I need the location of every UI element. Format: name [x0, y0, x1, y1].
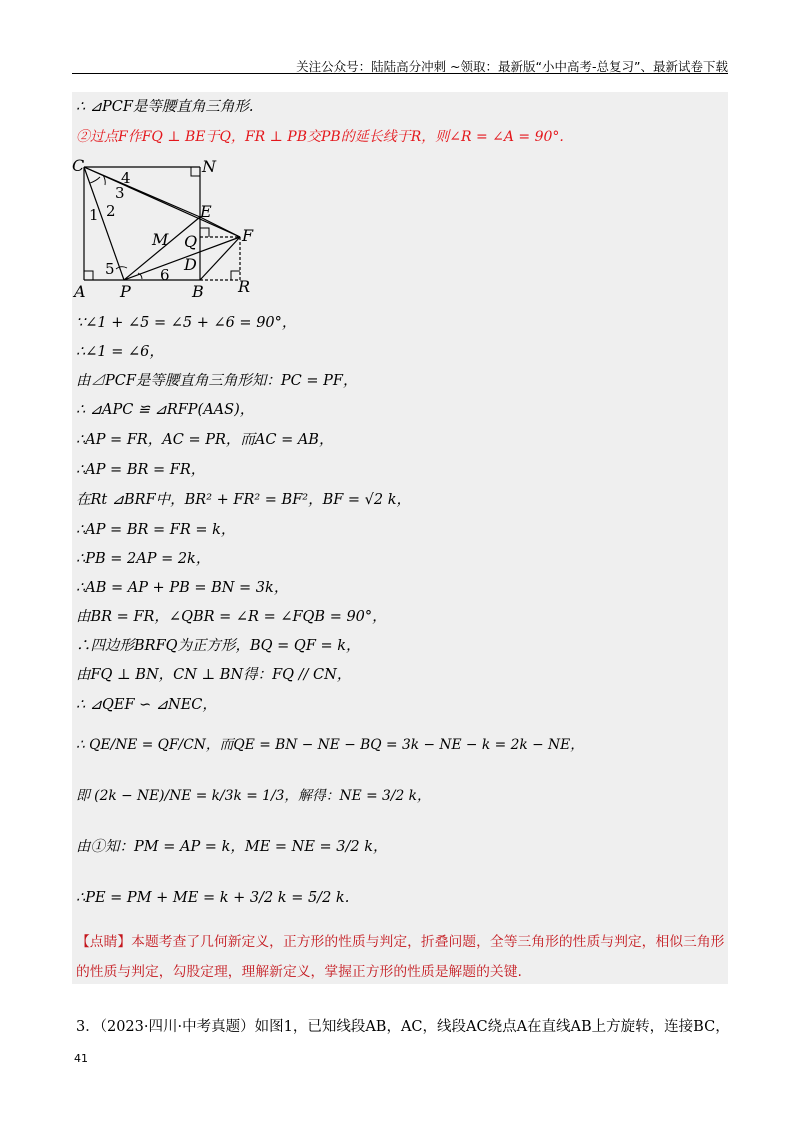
solution-line: ∴PE = PM + ME = k + 3/2 k = 5/2 k.	[76, 890, 350, 906]
point-label-e: E	[200, 202, 212, 221]
solution-line: ∵∠1 + ∠5 = ∠5 + ∠6 = 90°，	[76, 315, 297, 331]
remark-paragraph: 【点睛】本题考查了几何新定义，正方形的性质与判定，折叠问题，全等三角形的性质与判定，相似三角形的性质与判定，勾股定理，理解新定义，掌握正方形的性质是解题的关键.	[76, 934, 725, 980]
solution-line: ∴ ⊿PCF是等腰直角三角形.	[76, 99, 254, 115]
solution-line: 由①知：PM = AP = k，ME = NE = 3/2 k，	[76, 839, 388, 855]
solution-line: ∴ QE/NE = QF/CN，而QE = BN − NE − BQ = 3k − NE − k = 2k − NE，	[76, 737, 584, 753]
solution-line: ∴PB = 2AP = 2k，	[76, 551, 211, 567]
geometry-diagram	[72, 153, 272, 301]
point-label-p: P	[120, 282, 131, 301]
point-label-m: M	[152, 230, 169, 249]
page-number: 41	[74, 1052, 88, 1065]
point-label-r: R	[238, 277, 251, 296]
solution-line: ∴四边形BRFQ为正方形，BQ = QF = k，	[76, 638, 361, 654]
point-label-b: B	[192, 282, 204, 301]
solution-line: ∴∠1 = ∠6，	[76, 344, 164, 360]
angle-label-1: 1	[89, 206, 99, 224]
angle-label-4: 4	[121, 169, 131, 187]
point-label-d: D	[184, 255, 197, 274]
solution-line: 由BR = FR，∠QBR = ∠R = ∠FQB = 90°，	[76, 609, 387, 625]
angle-label-6: 6	[160, 266, 170, 284]
solution-line: ∴ ⊿QEF ∽ ⊿NEC，	[76, 697, 217, 713]
page-header: 关注公众号：陆陆高分冲刺 ~领取：最新版“小中高考-总复习”、最新试卷下载	[296, 59, 728, 74]
angle-label-2: 2	[106, 202, 116, 220]
solution-line: 由⊿PCF是等腰直角三角形知：PC = PF，	[76, 373, 358, 389]
angle-label-3: 3	[115, 184, 125, 202]
point-label-a: A	[74, 282, 86, 301]
point-label-f: F	[242, 226, 254, 245]
geometry-figure	[72, 153, 272, 301]
point-label-n: N	[202, 157, 216, 176]
solution-line: ∴ ⊿APC ≌ ⊿RFP(AAS)，	[76, 402, 255, 418]
solution-line: ∴AB = AP + PB = BN = 3k，	[76, 580, 289, 596]
solution-line: 在Rt ⊿BRF中，BR² + FR² = BF²，BF = √2 k，	[76, 492, 412, 508]
solution-line: 即 (2k − NE)/NE = k/3k = 1/3，解得：NE = 3/2 k，	[76, 788, 431, 804]
point-label-c: C	[72, 156, 85, 175]
solution-line: ∴AP = BR = FR = k，	[76, 522, 236, 538]
solution-line: 由FQ ⊥ BN，CN ⊥ BN得：FQ // CN，	[76, 667, 352, 683]
solution-line: ∴AP = FR，AC = PR，而AC = AB，	[76, 432, 334, 448]
header-rule	[72, 73, 728, 74]
point-label-q: Q	[184, 232, 198, 251]
problem-statement: 3．（2023·四川·中考真题）如图1，已知线段AB，AC，线段AC绕点A在直线AB上方旋转，连接BC，	[76, 1019, 730, 1035]
solution-line: ∴AP = BR = FR，	[76, 462, 206, 478]
angle-label-5: 5	[105, 260, 115, 278]
solution-line: ②过点F作FQ ⊥ BE于Q，FR ⊥ PB交PB的延长线于R，则∠R = ∠A = 90°.	[76, 129, 564, 145]
